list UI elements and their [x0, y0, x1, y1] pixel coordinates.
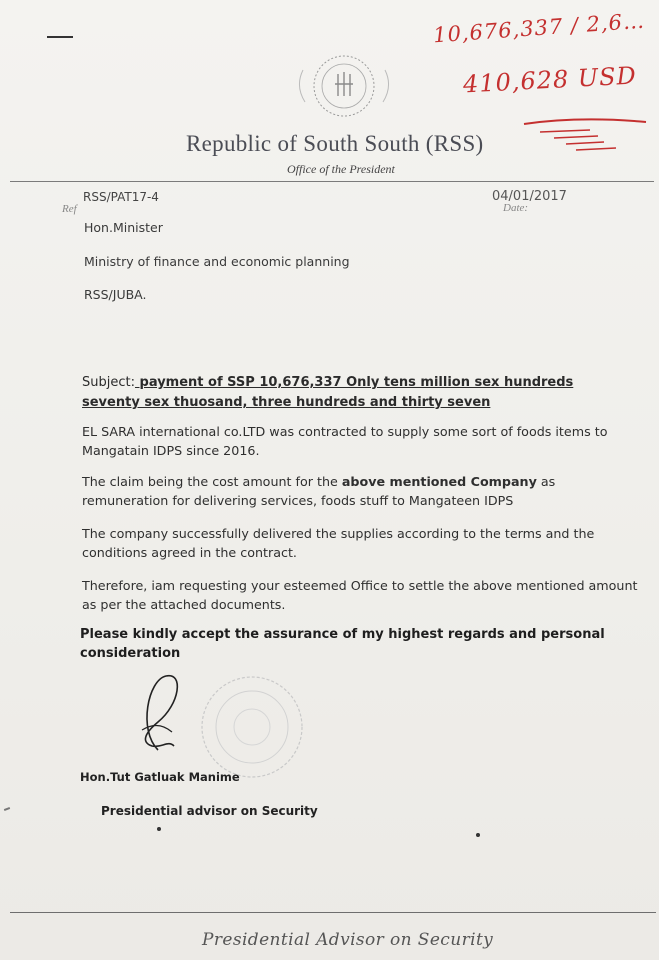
body-paragraph-3: The company successfully delivered the supplies according to the terms and the conditions agreed in the contract.: [82, 526, 595, 560]
body-paragraph-2: [82, 472, 642, 510]
ink-dot: [157, 827, 161, 831]
handwritten-signature: [118, 660, 218, 760]
header-rule: [10, 181, 654, 182]
p2-text-end: as remuneration for delivering services, foods stuff to Mangateen IDPS: [82, 474, 556, 508]
margin-mark: [4, 807, 10, 811]
coat-of-arms-seal: [283, 48, 405, 134]
reference-number: RSS/PAT17-4: [83, 190, 159, 204]
subject-text: payment of SSP 10,676,337 Only tens million sex hundreds seventy sex thuosand, three hundreds and thirty seven: [82, 375, 574, 410]
letterhead-title: Republic of South South (RSS): [186, 131, 484, 156]
subject-label: Subject:: [82, 375, 135, 390]
p2-text-start: The claim being the cost amount for the: [82, 474, 342, 489]
handwritten-amount-usd: 410,628 USD: [462, 61, 638, 99]
letterhead-office: Office of the President: [287, 162, 395, 176]
footer-text: Presidential Advisor on Security: [202, 930, 494, 950]
signatory-title: Presidential advisor on Security: [101, 804, 318, 818]
subject-line: [82, 373, 622, 413]
body-paragraph-4: Therefore, iam requesting your esteemed Office to settle the above mentioned amount as per the attached documents.: [82, 578, 638, 612]
footer-rule: [10, 912, 656, 913]
date-label: Date:: [503, 202, 529, 214]
p2-bold-company: above mentioned Company: [341, 474, 537, 489]
handwritten-amount-ssp: 10,676,337 / 2,6…: [432, 8, 646, 48]
ink-dot: [476, 833, 480, 837]
recipient-location: RSS/JUBA.: [84, 287, 147, 302]
red-ink-underline-scribble: [520, 118, 650, 162]
body-paragraph-1: EL SARA international co.LTD was contracted to supply some sort of foods items to Mangatain IDPS since 2016.: [82, 424, 608, 458]
top-dash-mark: [47, 36, 73, 38]
recipient-title: Hon.Minister: [84, 220, 163, 235]
signatory-name: Hon.Tut Gatluak Manime: [80, 770, 240, 784]
closing-statement: Please kindly accept the assurance of my highest regards and personal consideration: [80, 627, 605, 661]
recipient-ministry: Ministry of finance and economic planning: [84, 254, 350, 269]
letter-date: 04/01/2017: [492, 189, 567, 204]
ref-label: Ref: [62, 203, 77, 215]
